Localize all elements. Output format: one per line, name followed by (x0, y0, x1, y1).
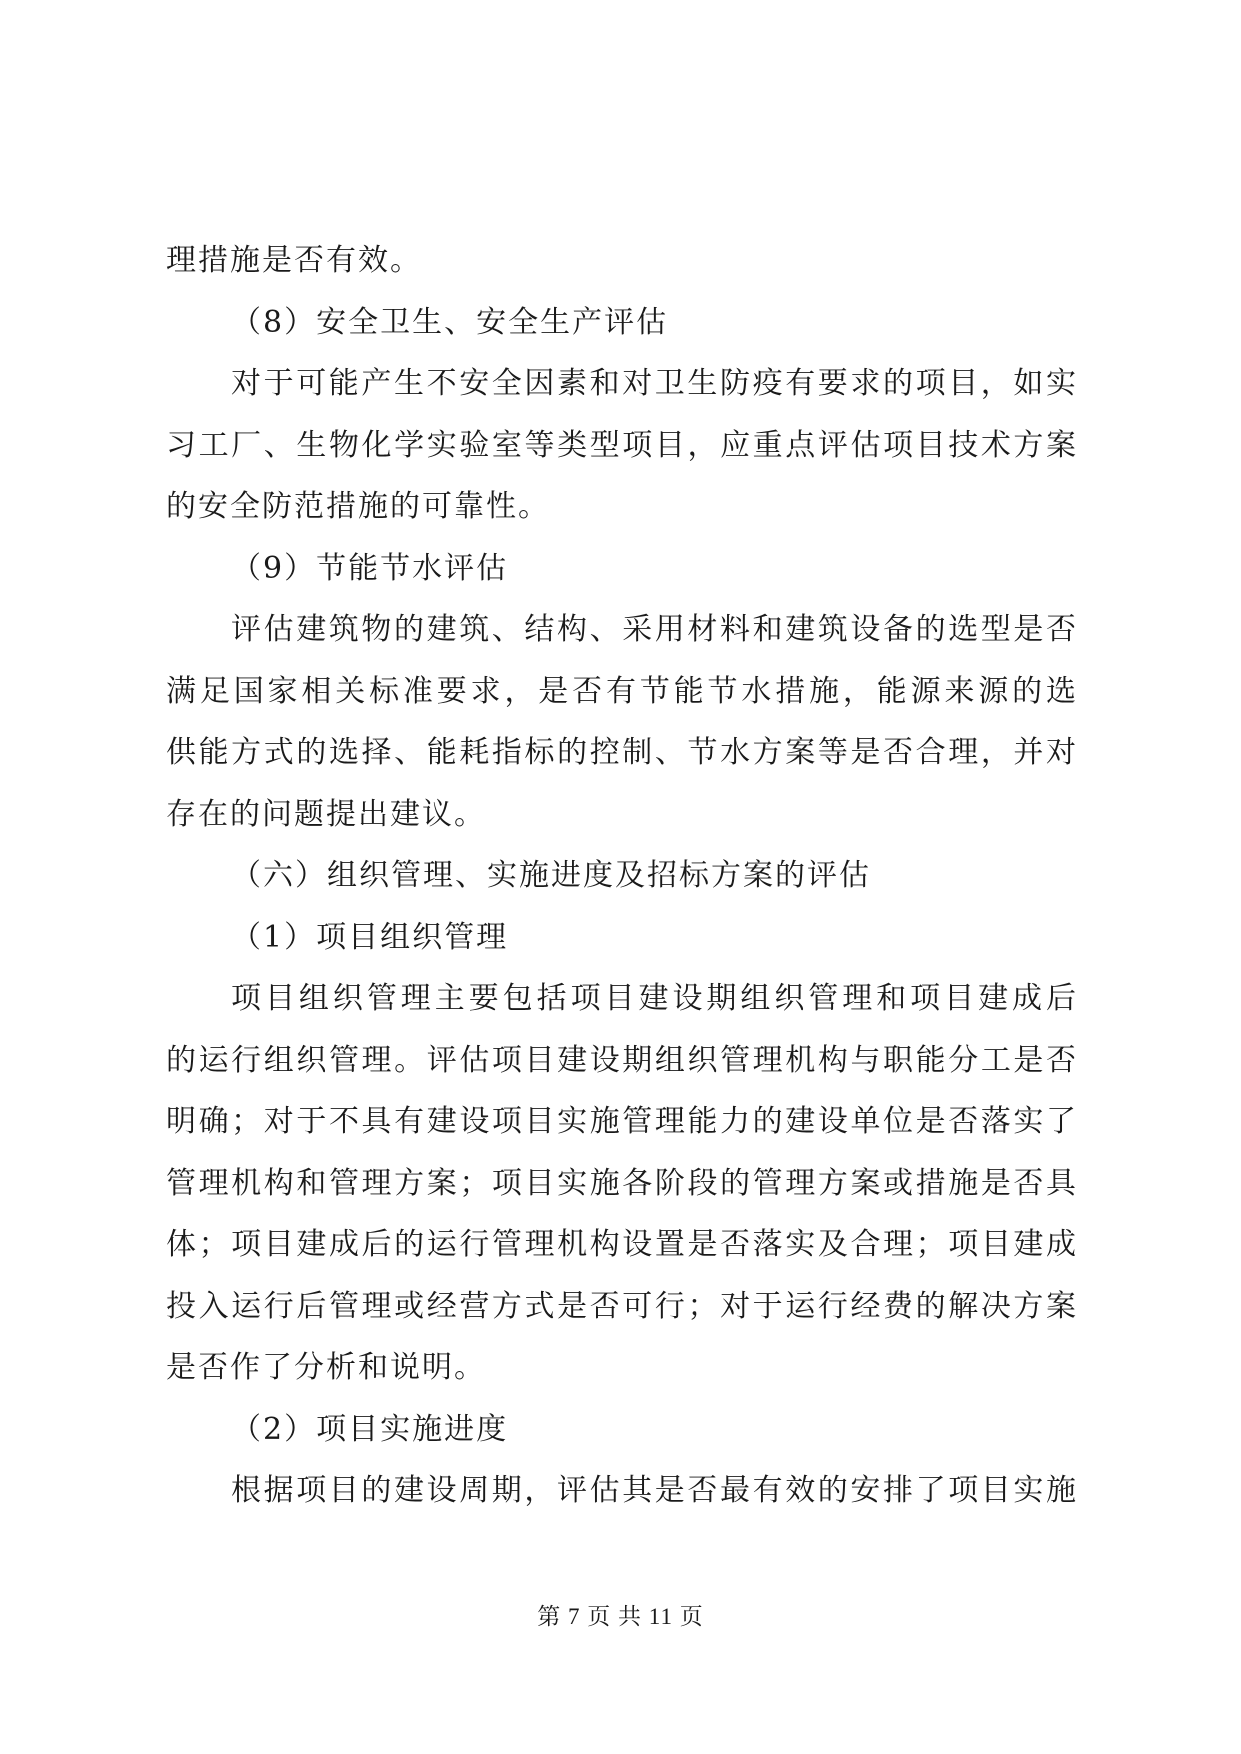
text-line: 根据项目的建设周期，评估其是否最有效的安排了项目实施 (231, 1473, 1078, 1508)
text-line: 投入运行后管理或经营方式是否可行；对于运行经费的解决方案 (166, 1288, 1078, 1324)
text-line: 习工厂、生物化学实验室等类型项目，应重点评估项目技术方案 (166, 427, 1078, 463)
text-line: （8）安全卫生、安全生产评估 (231, 304, 669, 340)
text-line: （1）项目组织管理 (231, 919, 509, 955)
text-line: 的安全防范措施的可靠性。 (166, 489, 550, 524)
text-line: 理措施是否有效。 (166, 243, 422, 278)
text-line: 明确；对于不具有建设项目实施管理能力的建设单位是否落实了 (166, 1104, 1078, 1139)
text-line: 的运行组织管理。评估项目建设期组织管理机构与职能分工是否 (166, 1042, 1078, 1078)
text-line: 供能方式的选择、能耗指标的控制、节水方案等是否合理，并对 (166, 735, 1078, 770)
document-body (166, 230, 1078, 1522)
text-line: 满足国家相关标准要求，是否有节能节水措施，能源来源的选 (166, 673, 1078, 709)
text-line: 存在的问题提出建议。 (166, 796, 486, 832)
text-line: 对于可能产生不安全因素和对卫生防疫有要求的项目，如实 (231, 366, 1078, 401)
text-line: 项目组织管理主要包括项目建设期组织管理和项目建成后 (231, 981, 1078, 1016)
text-line: 管理机构和管理方案；项目实施各阶段的管理方案或措施是否具 (166, 1165, 1078, 1201)
text-line: （2）项目实施进度 (231, 1411, 509, 1447)
text-line: （六）组织管理、实施进度及招标方案的评估 (231, 858, 871, 893)
page-footer: 第 7 页 共 11 页 (537, 1604, 704, 1629)
text-line: 评估建筑物的建筑、结构、采用材料和建筑设备的选型是否 (231, 612, 1078, 647)
text-line: 是否作了分析和说明。 (166, 1350, 486, 1385)
text-line: 体；项目建成后的运行管理机构设置是否落实及合理；项目建成 (166, 1227, 1078, 1262)
text-line: （9）节能节水评估 (231, 550, 509, 586)
